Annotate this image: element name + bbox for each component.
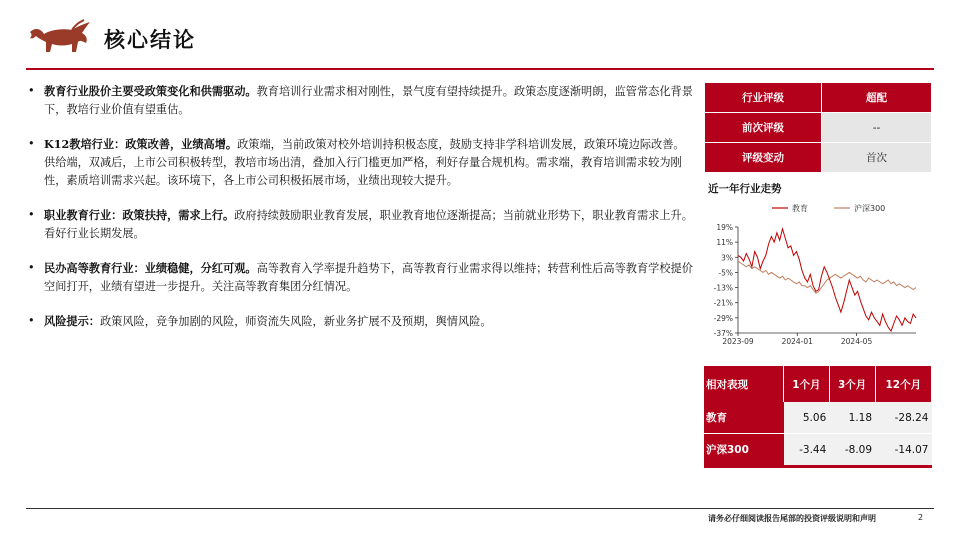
list-item xyxy=(26,135,694,190)
cell-3m: -8.09 xyxy=(829,434,875,467)
bullet-lead: K12教培行业：政策改善，业绩高增。 xyxy=(44,137,238,151)
list-item xyxy=(26,206,694,243)
header xyxy=(0,0,960,70)
page-title: 核心结论 xyxy=(104,28,196,52)
legend-label: 沪深300 xyxy=(854,204,886,213)
y-tick-label: -21% xyxy=(713,298,733,308)
rating-value: 首次 xyxy=(822,143,932,173)
header-divider xyxy=(26,68,934,70)
bullet-lead: 教育行业股价主要受政策变化和供需驱动。 xyxy=(44,84,257,98)
column-header: 1个月 xyxy=(784,366,830,402)
footer-divider xyxy=(26,508,934,509)
list-item xyxy=(26,82,694,119)
cell-1m: -3.44 xyxy=(784,434,830,467)
table-row xyxy=(705,113,932,143)
x-tick-label: 2023-09 xyxy=(722,337,754,346)
footer-disclaimer: 请务必仔细阅读报告尾部的投资评级说明和声明 xyxy=(708,513,876,523)
table-row xyxy=(704,402,932,434)
rating-value: 超配 xyxy=(822,83,932,113)
legend-label: 教育 xyxy=(792,204,808,213)
relative-performance-table xyxy=(704,366,932,468)
bullet-text: 政策风险，竞争加剧的风险，师资流失风险，新业务扩展不及预期，舆情风险。 xyxy=(99,315,492,328)
bullet-lead: 民办高等教育行业：业绩稳健，分红可观。 xyxy=(44,261,257,275)
y-tick-label: -13% xyxy=(713,283,733,293)
cell-12m: -28.24 xyxy=(875,402,931,434)
y-tick-label: 19% xyxy=(716,223,733,232)
y-tick-label: -29% xyxy=(713,313,733,323)
y-tick-label: 11% xyxy=(716,238,733,248)
rating-value: -- xyxy=(822,113,932,143)
bullet-text: 高等教育入学率提升趋势下，高等教育行业需求得以维持；转营利性后高等教育学校提价空间打开，业绩有望进一步提升。关注高等教育集团分红情况。 xyxy=(44,262,693,293)
rating-table xyxy=(704,82,932,173)
list-item xyxy=(26,312,694,331)
row-name: 教育 xyxy=(704,402,784,434)
rating-label: 前次评级 xyxy=(705,113,822,143)
trend-chart xyxy=(700,196,932,356)
bullet-text: 教育培训行业需求相对刚性，景气度有望持续提升。政策态度逐渐明朗，监管常态化背景下，教培行业价值有望重估。 xyxy=(44,85,693,116)
row-name: 沪深300 xyxy=(704,434,784,467)
conclusion-list xyxy=(26,82,694,347)
bullet-text: 政策端，当前政策对校外培训持积极态度，鼓励支持非学科培训发展，政策环境边际改善。供给端，双减后，上市公司积极转型，教培市场出清，叠加入行门槛更加严格，利好存量合规机构。需求端，教育培训需求较为刚性，素质培训需求兴起。该环境下，各上市公司积极拓展市场，业绩出现较大提升。 xyxy=(44,138,685,187)
x-tick-label: 2024-01 xyxy=(781,337,813,346)
table-row xyxy=(704,434,932,467)
bull-logo-icon xyxy=(28,18,92,58)
bullet-text: 政府持续鼓励职业教育发展，职业教育地位逐渐提高；当前就业形势下，职业教育需求上升。看好行业长期发展。 xyxy=(44,209,693,240)
cell-1m: 5.06 xyxy=(784,402,830,434)
column-header: 相对表现 xyxy=(704,366,784,402)
column-header: 12个月 xyxy=(875,366,931,402)
column-header: 3个月 xyxy=(829,366,875,402)
list-item xyxy=(26,259,694,296)
table-row xyxy=(705,143,932,173)
bullet-lead: 风险提示： xyxy=(44,314,100,328)
series-line xyxy=(738,261,916,293)
chart-title: 近一年行业走势 xyxy=(708,183,782,195)
page-number: 2 xyxy=(918,513,924,522)
cell-12m: -14.07 xyxy=(875,434,931,467)
rating-label: 行业评级 xyxy=(705,83,822,113)
y-tick-label: 3% xyxy=(721,253,733,263)
cell-3m: 1.18 xyxy=(829,402,875,434)
y-tick-label: -5% xyxy=(718,268,733,278)
table-header-row xyxy=(704,366,932,402)
table-row xyxy=(705,83,932,113)
x-tick-label: 2024-05 xyxy=(840,337,873,346)
rating-label: 评级变动 xyxy=(705,143,822,173)
y-tick-label: -37% xyxy=(713,329,733,338)
bullet-lead: 职业教育行业：政策扶持，需求上行。 xyxy=(44,208,235,222)
